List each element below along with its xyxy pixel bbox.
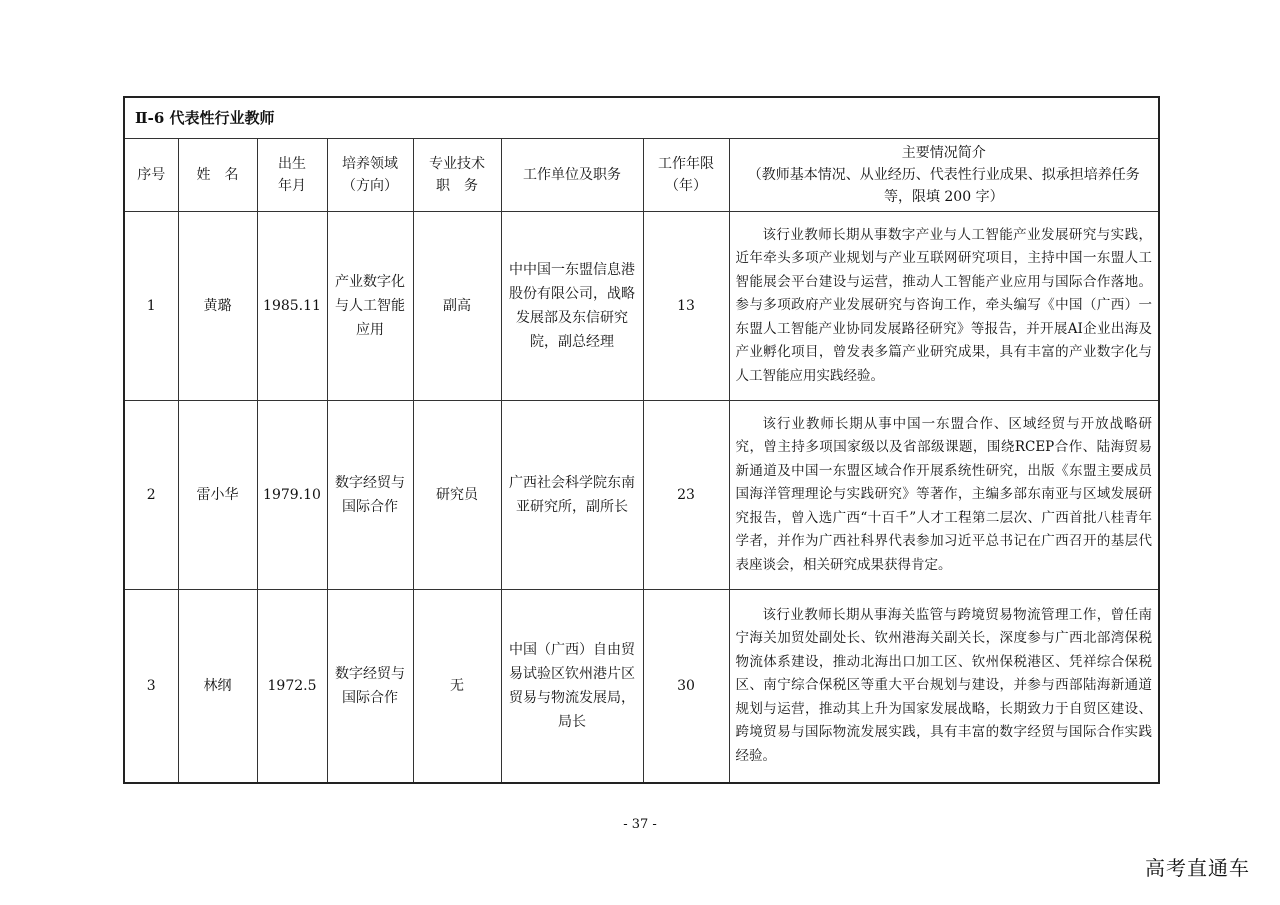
row-birth: 1979.10 — [257, 401, 327, 590]
header-summary-line1: 主要情况简介 — [901, 145, 986, 161]
header-birth-line1: 出生 — [278, 156, 306, 172]
row-unit — [501, 590, 643, 784]
watermark: 高考直通车 — [1145, 856, 1250, 880]
header-unit: 工作单位及职务 — [501, 139, 643, 212]
header-no: 序号 — [124, 139, 178, 212]
row-unit — [501, 401, 643, 590]
row-no: 3 — [124, 590, 178, 784]
row-field — [327, 401, 413, 590]
header-row — [124, 139, 1159, 212]
section-title: Ⅱ-6 代表性行业教师 — [124, 97, 1159, 139]
header-years-line1: 工作年限 — [658, 156, 714, 172]
header-birth — [257, 139, 327, 212]
header-summary — [729, 139, 1159, 212]
header-birth-line2: 年月 — [278, 178, 306, 194]
row-years: 23 — [643, 401, 729, 590]
row-unit-text: 广西社会科学院东南亚研究所，副所长 — [509, 475, 635, 515]
table-row — [124, 590, 1159, 784]
header-field-line1: 培养领域 — [342, 156, 398, 172]
row-birth: 1972.5 — [257, 590, 327, 784]
row-no: 2 — [124, 401, 178, 590]
row-name: 黄璐 — [178, 212, 257, 401]
row-title: 副高 — [413, 212, 501, 401]
row-no: 1 — [124, 212, 178, 401]
row-name: 雷小华 — [178, 401, 257, 590]
header-name: 姓 名 — [178, 139, 257, 212]
row-years: 30 — [643, 590, 729, 784]
teacher-table — [123, 96, 1160, 784]
header-title-line2: 职 务 — [436, 178, 478, 194]
row-title: 无 — [413, 590, 501, 784]
row-field-text: 数字经贸与国际合作 — [335, 475, 405, 515]
row-name: 林纲 — [178, 590, 257, 784]
row-summary: 该行业教师长期从事海关监管与跨境贸易物流管理工作，曾任南宁海关加贸处副处长、钦州港海关副关长，深度参与广西北部湾保税物流体系建设，推动北海出口加工区、钦州保税港区、凭祥综合保税区、南宁综合保税区等重大平台规划与建设，并参与西部陆海新通道规划与运营，推动其上升为国家发展战略，长期致力于自贸区建设、跨境贸易与国际物流发展实践，具有丰富的数字经贸与国际合作实践经验。 — [729, 590, 1159, 784]
row-field — [327, 590, 413, 784]
row-years: 13 — [643, 212, 729, 401]
table-row — [124, 401, 1159, 590]
header-years — [643, 139, 729, 212]
row-unit-text: 中国（广西）自由贸易试验区钦州港片区贸易与物流发展局，局长 — [509, 642, 635, 730]
table-row — [124, 212, 1159, 401]
row-title: 研究员 — [413, 401, 501, 590]
row-field — [327, 212, 413, 401]
header-years-line2: （年） — [665, 178, 707, 194]
header-field — [327, 139, 413, 212]
row-field-text: 产业数字化与人工智能应用 — [335, 274, 405, 338]
header-title — [413, 139, 501, 212]
row-unit-text: 中中国一东盟信息港股份有限公司，战略发展部及东信研究院，副总经理 — [509, 262, 635, 350]
header-summary-line2: （教师基本情况、从业经历、代表性行业成果、拟承担培养任务等，限填 200 字） — [747, 167, 1140, 205]
row-summary: 该行业教师长期从事数字产业与人工智能产业发展研究与实践，近年牵头多项产业规划与产业互联网研究项目，主持中国一东盟人工智能展会平台建设与运营，推动人工智能产业应用与国际合作落地。参与多项政府产业发展研究与咨询工作，牵头编写《中国（广西）一东盟人工智能产业协同发展路径研究》等报告，并开展AI企业出海及产业孵化项目，曾发表多篇产业研究成果，具有丰富的产业数字化与人工智能应用实践经验。 — [729, 212, 1159, 401]
row-unit — [501, 212, 643, 401]
page-number: - 37 - — [623, 817, 657, 832]
row-field-text: 数字经贸与国际合作 — [335, 666, 405, 706]
header-field-line2: （方向） — [342, 178, 398, 194]
row-birth: 1985.11 — [257, 212, 327, 401]
row-summary: 该行业教师长期从事中国一东盟合作、区域经贸与开放战略研究，曾主持多项国家级以及省部级课题，围绕RCEP合作、陆海贸易新通道及中国一东盟区域合作开展系统性研究，出版《东盟主要成员国海洋管理理论与实践研究》等著作，主编多部东南亚与区域发展研究报告，曾入选广西“十百千”人才工程第二层次、广西首批八桂青年学者，并作为广西社科界代表参加习近平总书记在广西召开的基层代表座谈会，相关研究成果获得肯定。 — [729, 401, 1159, 590]
header-title-line1: 专业技术 — [429, 156, 485, 172]
